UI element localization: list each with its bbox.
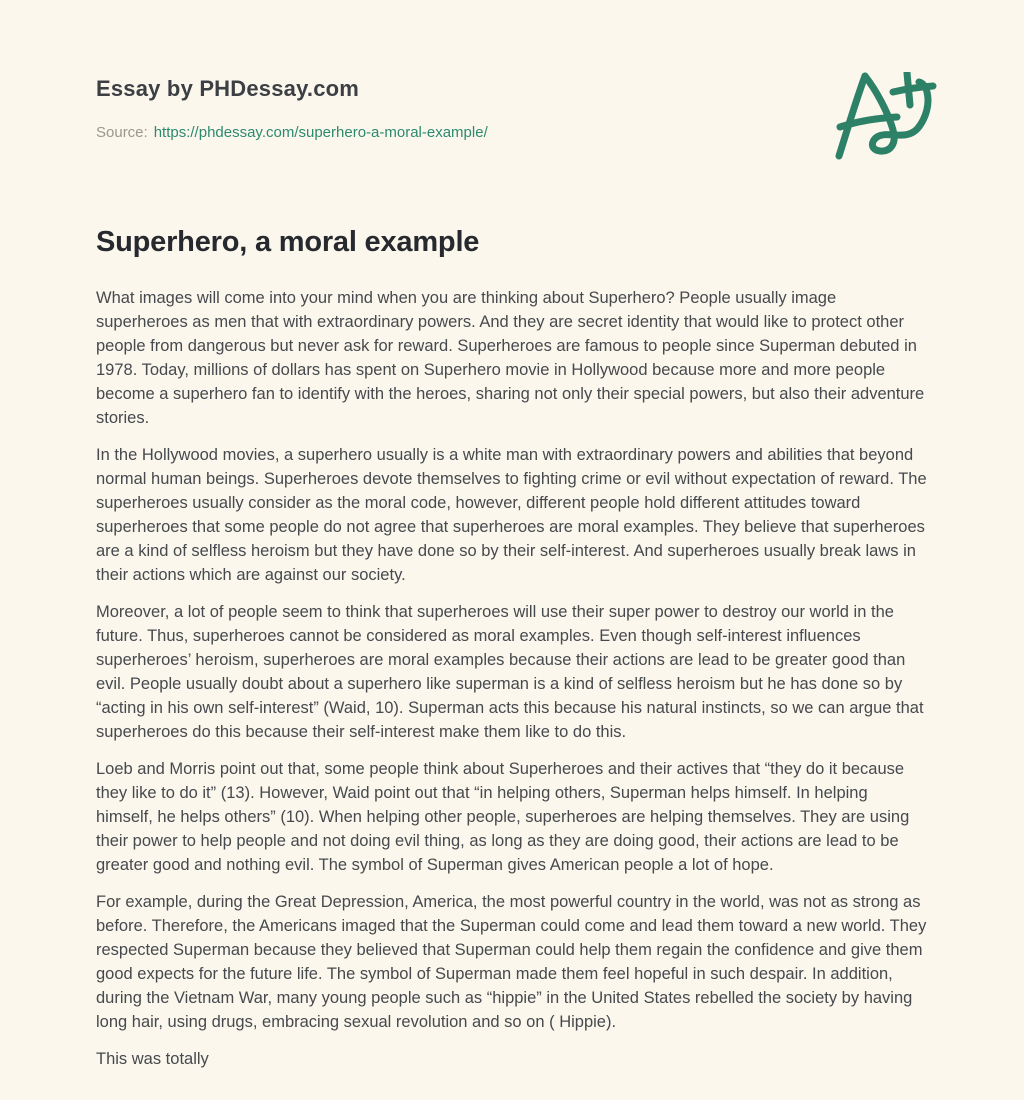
essay-paragraph-4: Loeb and Morris point out that, some people think about Superheroes and their actives that “they do it because they like to do it” (13). However, Waid point out that “in helping others, Superman helps himself. In helping himself, he helps others” (10). When helping other people, superheroes are helping themselves. They are using their power to help people and not doing evil thing, as long as they are doing good, their actions are lead to be greater good and nothing evil. The symbol of Superman gives American people a lot of hope. [96,760,910,874]
page-header [96,76,928,142]
essay-paragraph-2: In the Hollywood movies, a superhero usually is a white man with extraordinary powers and abilities that beyond normal human beings. Superheroes devote themselves to fighting crime or evil without expectation of reward. The superheroes usually consider as the moral code, however, different people hold different attitudes toward superheroes that some people do not agree that superheroes are moral examples. They believe that superheroes are a kind of selfless heroism but they have done so by their self-interest. And superheroes usually break laws in their actions which are against our society. [96,446,927,584]
source-url-link[interactable]: https://phdessay.com/superhero-a-moral-example/ [153,124,488,141]
essay-paragraph-1: What images will come into your mind when you are thinking about Superhero? People usually image superheroes as men that with extraordinary powers. And they are secret identity that would like to protect other people from dangerous but never ask for reward. Superheroes are famous to people since Superman debuted in 1978. Today, millions of dollars has spent on Superhero movie in Hollywood because more and more people become a superhero fan to identify with the heroes, sharing not only their special powers, but also their adventure stories. [96,289,925,427]
essay-title: Superhero, a moral example [96,226,480,258]
essay-paragraph-6: This was totally [96,1050,209,1068]
phdessay-a-plus-logo-icon [830,72,942,160]
source-line [96,124,928,142]
essay-paragraph-5: For example, during the Great Depression, America, the most powerful country in the world, was not as strong as before. Therefore, the Americans imaged that the Superman could come and lead them toward a new world. They respected Superman because they believed that Superman could help them regain the confidence and give them good expects for the future life. The symbol of Superman made them feel hopeful in such despair. In addition, during the Vietnam War, many young people such as “hippie” in the United States rebelled the society by having long hair, using drugs, embracing sexual revolution and so on ( Hippie). [96,893,927,1031]
essay-content [96,224,928,1071]
source-label: Source: [96,124,148,141]
byline: Essay by PHDessay.com [96,76,360,101]
essay-paragraph-3: Moreover, a lot of people seem to think that superheroes will use their super power to destroy our world in the future. Thus, superheroes cannot be considered as moral examples. Even though self-interest influences superheroes’ heroism, superheroes are moral examples because their actions are lead to be greater good than evil. People usually doubt about a superhero like superman is a kind of selfless heroism but he has done so by “acting in his own self-interest” (Waid, 10). Superman acts this because his natural instincts, so we can argue that superheroes do this because their self-interest make them like to do this. [96,603,924,741]
